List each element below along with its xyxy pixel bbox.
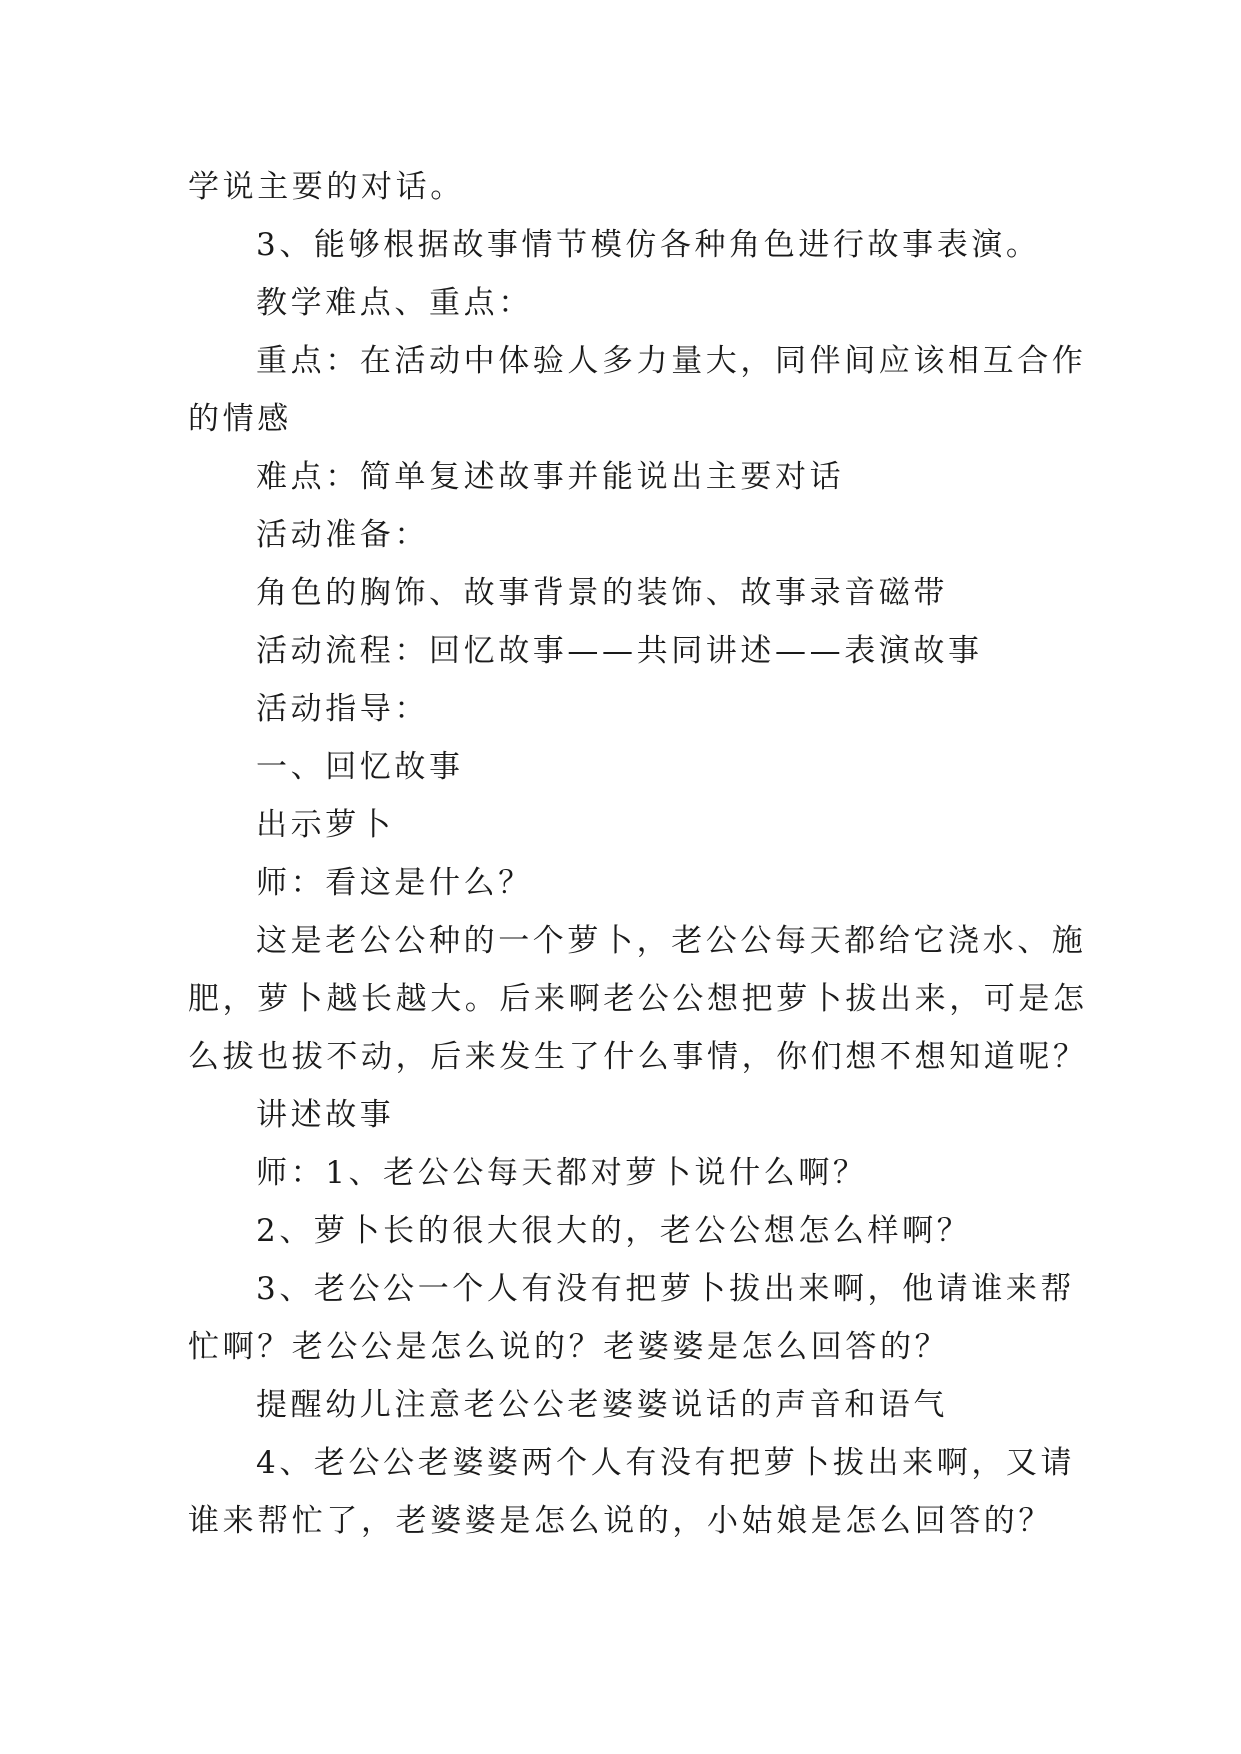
text-line: 肥，萝卜越长越大。后来啊老公公想把萝卜拔出来，可是怎 <box>188 981 1088 1017</box>
text-line: 活动指导： <box>256 691 429 727</box>
text-line: 忙啊？老公公是怎么说的？老婆婆是怎么回答的？ <box>188 1329 950 1365</box>
text-line: 师：看这是什么？ <box>256 865 533 901</box>
text-line: 2、萝卜长的很大很大的，老公公想怎么样啊？ <box>256 1213 972 1249</box>
text-line: 难点：简单复述故事并能说出主要对话 <box>256 459 845 495</box>
text-line: 出示萝卜 <box>256 807 395 843</box>
document-body <box>188 158 1088 1550</box>
text-line: 重点：在活动中体验人多力量大，同伴间应该相互合作 <box>256 343 1087 379</box>
text-line: 3、能够根据故事情节模仿各种角色进行故事表演。 <box>256 227 1041 263</box>
text-line: 师：1、老公公每天都对萝卜说什么啊？ <box>256 1155 868 1191</box>
text-line: 讲述故事 <box>256 1097 395 1133</box>
text-line: 活动流程：回忆故事——共同讲述——表演故事 <box>256 633 983 669</box>
text-line: 3、老公公一个人有没有把萝卜拔出来啊，他请谁来帮 <box>256 1271 1076 1307</box>
text-line: 角色的胸饰、故事背景的装饰、故事录音磁带 <box>256 575 948 611</box>
text-line: 教学难点、重点： <box>256 285 533 321</box>
text-line: 提醒幼儿注意老公公老婆婆说话的声音和语气 <box>256 1387 948 1423</box>
text-line: 谁来帮忙了，老婆婆是怎么说的，小姑娘是怎么回答的？ <box>188 1503 1053 1539</box>
text-line: 学说主要的对话。 <box>188 169 465 205</box>
text-line: 么拔也拔不动，后来发生了什么事情，你们想不想知道呢？ <box>188 1039 1088 1075</box>
text-line: 一、回忆故事 <box>256 749 464 785</box>
text-line: 这是老公公种的一个萝卜，老公公每天都给它浇水、施 <box>256 923 1087 959</box>
text-line: 的情感 <box>188 401 292 437</box>
text-line: 活动准备： <box>256 517 429 553</box>
text-line: 4、老公公老婆婆两个人有没有把萝卜拔出来啊，又请 <box>256 1445 1076 1481</box>
